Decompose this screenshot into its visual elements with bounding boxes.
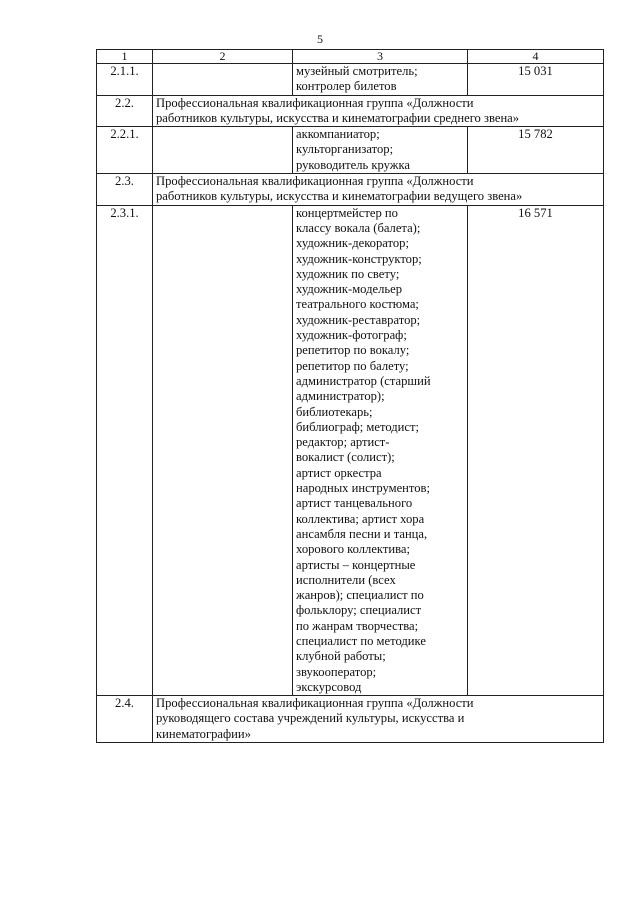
position-line: экскурсовод (296, 679, 362, 694)
header-cell: 1 (97, 50, 153, 64)
position-line: фольклору; специалист (296, 603, 422, 618)
position-line: клубной работы; (296, 649, 386, 664)
group-title (153, 696, 604, 743)
header-cell: 4 (468, 50, 604, 64)
position-line: художник по свету; (296, 266, 400, 281)
row-number: 2.2. (97, 95, 153, 127)
position-line: хорового коллектива; (296, 542, 410, 557)
salary-table (96, 49, 604, 743)
position-line: культорганизатор; (296, 142, 394, 157)
position-line: коллектива; артист хора (296, 511, 425, 526)
position-line: репетитор по вокалу; (296, 343, 410, 358)
position-line: администратор); (296, 389, 385, 404)
table-row (97, 127, 604, 174)
salary-cell: 15 031 (468, 64, 604, 96)
positions-cell (293, 205, 468, 696)
position-line: театрального костюма; (296, 297, 419, 312)
row-number: 2.2.1. (97, 127, 153, 174)
position-line: артисты – концертные (296, 557, 416, 572)
table-row (97, 205, 604, 696)
position-line: исполнители (всех (296, 572, 396, 587)
position-line: по жанрам творчества; (296, 618, 419, 633)
position-line: редактор; артист- (296, 435, 390, 450)
table-row (97, 64, 604, 96)
position-line: художник-модельер (296, 282, 403, 297)
position-line: ансамбля песни и танца, (296, 526, 428, 541)
salary-cell: 16 571 (468, 205, 604, 696)
group-title (153, 95, 604, 127)
position-line: художник-декоратор; (296, 236, 409, 251)
position-line: репетитор по балету; (296, 358, 409, 373)
page-number: 5 (317, 32, 323, 46)
position-line: концертмейстер по (296, 205, 398, 220)
position-line: вокалист (солист); (296, 450, 395, 465)
row-number: 2.4. (97, 696, 153, 743)
salary-cell: 15 782 (468, 127, 604, 174)
position-line: библиограф; методист; (296, 419, 419, 434)
group-row (97, 174, 604, 206)
position-line: библиотекарь; (296, 404, 373, 419)
group-title-line: работников культуры, искусства и кинематографии среднего звена» (156, 110, 520, 125)
positions-cell (293, 64, 468, 96)
position-line: музейный смотритель; (296, 64, 418, 78)
position-line: администратор (старший (296, 373, 431, 388)
group-title-line: кинематографии» (156, 726, 251, 741)
position-line: аккомпаниатор; (296, 127, 380, 142)
position-line: художник-конструктор; (296, 251, 422, 266)
empty-cell (153, 64, 293, 96)
row-number: 2.3. (97, 174, 153, 206)
row-number: 2.1.1. (97, 64, 153, 96)
position-line: художник-фотограф; (296, 328, 407, 343)
group-title (153, 174, 604, 206)
table-header-row (97, 50, 604, 64)
position-line: жанров); специалист по (296, 588, 424, 603)
header-cell: 3 (293, 50, 468, 64)
group-title-line: руководящего состава учреждений культуры, искусства и (156, 711, 465, 726)
position-line: народных инструментов; (296, 481, 430, 496)
position-line: артист танцевального (296, 496, 413, 511)
group-row (97, 95, 604, 127)
empty-cell (153, 205, 293, 696)
position-line: классу вокала (балета); (296, 220, 421, 235)
group-title-line: Профессиональная квалификационная группа «Должности (156, 696, 474, 711)
group-title-line: Профессиональная квалификационная группа «Должности (156, 95, 474, 110)
position-line: художник-реставратор; (296, 312, 421, 327)
positions-cell (293, 127, 468, 174)
position-line: звукооператор; (296, 664, 377, 679)
position-line: артист оркестра (296, 465, 382, 480)
row-number: 2.3.1. (97, 205, 153, 696)
position-line: контролер билетов (296, 79, 397, 94)
group-title-line: Профессиональная квалификационная группа «Должности (156, 174, 474, 189)
position-line: руководитель кружка (296, 157, 411, 172)
position-line: специалист по методике (296, 633, 426, 648)
group-title-line: работников культуры, искусства и кинематографии ведущего звена» (156, 189, 523, 204)
header-cell: 2 (153, 50, 293, 64)
group-row (97, 696, 604, 743)
empty-cell (153, 127, 293, 174)
